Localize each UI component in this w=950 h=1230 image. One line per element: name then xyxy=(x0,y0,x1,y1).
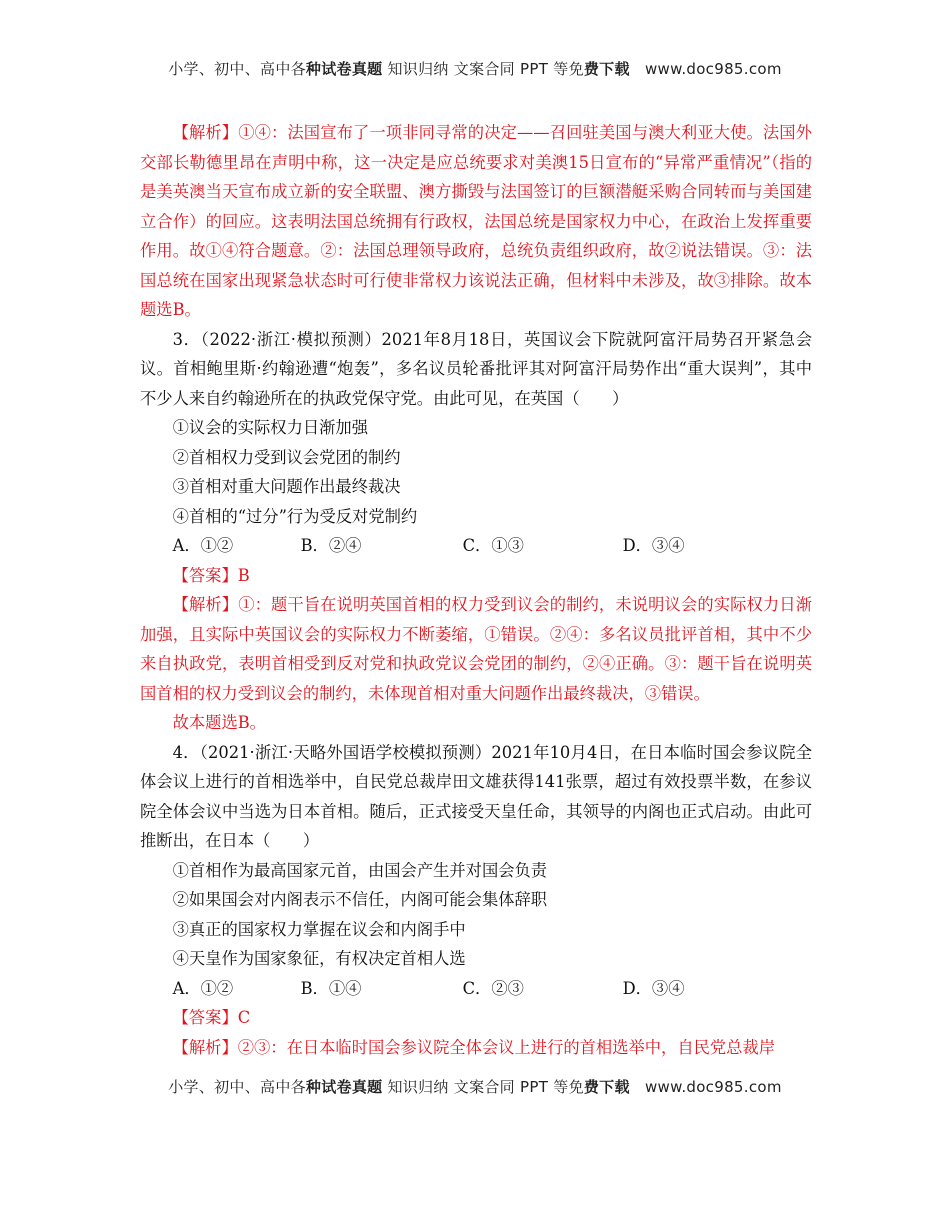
header-seg-3: 知识归纳 文案合同 PPT 等免 xyxy=(382,60,584,78)
q4-statement-3: ③真正的国家权力掌握在议会和内阁手中 xyxy=(172,919,466,939)
q3-analysis-text: ①：题干旨在说明英国首相的权力受到议会的制约，未说明议会的实际权力日渐加强，且实际中英国议会的实际权力不断萎缩，①错误。②④：多名议员批评首相，其中不少来自执政党，表明首相受到反对党和执政党议会党团的制约，②④正确。③：题干旨在说明英国首相的权力受到议会的制约，未体现首相对重大问题作出最终裁决，③错误。 xyxy=(140,595,812,703)
q3-option-d: D．③④ xyxy=(622,536,685,555)
page-header-banner xyxy=(0,58,950,79)
footer-url: www.doc985.com xyxy=(629,1078,782,1096)
q3-statement-3: ③首相对重大问题作出最终裁决 xyxy=(172,477,401,496)
q4-analysis xyxy=(140,1033,812,1063)
q3-option-b: B．②④ xyxy=(300,536,362,555)
footer-seg-1: 小学、初中、高中各 xyxy=(168,1078,306,1096)
header-seg-2: 种试卷真题 xyxy=(305,60,383,78)
q3-statement-1: ①议会的实际权力日渐加强 xyxy=(172,418,368,437)
q4-option-c: C．②③ xyxy=(462,978,524,998)
q4-statement-2: ②如果国会对内阁表示不信任，内阁可能会集体辞职 xyxy=(172,890,548,909)
q4-answer-tag: 【答案】 xyxy=(172,1008,238,1027)
q4-answer xyxy=(140,1003,812,1033)
q3-answer-tag: 【答案】 xyxy=(172,565,238,585)
question-3-stem: 3．（2022·浙江·模拟预测）2021年8月18日，英国议会下院就阿富汗局势召开紧急会议。首相鲍里斯·约翰逊遭“炮轰”，多名议员轮番批评其对阿富汗局势作出“重大误判”，其中不少人来自约翰逊所在的执政党保守党。由此可见，在英国（ ） xyxy=(140,329,812,408)
header-url: www.doc985.com xyxy=(629,60,782,78)
q4-option-a: A．①② xyxy=(172,978,234,998)
question-4-stem: 4．（2021·浙江·天略外国语学校模拟预测）2021年10月4日，在日本临时国会参议院全体会议上进行的首相选举中，自民党总裁岸田文雄获得141张票，超过有效投票半数，在参议院全体会议中当选为日本首相。随后，正式接受天皇任命，其领导的内阁也正式启动。由此可推断出，在日本（ ） xyxy=(140,742,812,850)
q3-statement-4: ④首相的“过分”行为受反对党制约 xyxy=(172,506,418,526)
q4-option-d: D．③④ xyxy=(622,978,685,998)
q3-statement-2: ②首相权力受到议会党团的制约 xyxy=(172,447,401,467)
q3-answer xyxy=(140,561,812,591)
q4-options xyxy=(140,974,812,1004)
prev-analysis xyxy=(140,118,812,325)
q4-option-b: B．①④ xyxy=(300,978,362,998)
analysis-tag: 【解析】 xyxy=(172,123,239,142)
q4-statement-1: ①首相作为最高国家元首，由国会产生并对国会负责 xyxy=(172,860,548,880)
footer-seg-3: 知识归纳 文案合同 PPT 等免 xyxy=(382,1078,584,1096)
q3-option-c: C．①③ xyxy=(462,536,524,555)
q3-option-a: A．①② xyxy=(172,536,234,555)
document-body xyxy=(140,118,812,1062)
footer-seg-4: 费下载 xyxy=(583,1078,630,1096)
header-seg-4: 费下载 xyxy=(583,60,630,78)
header-seg-1: 小学、初中、高中各 xyxy=(168,60,306,78)
q4-analysis-text: ②③：在日本临时国会参议院全体会议上进行的首相选举中，自民党总裁岸 xyxy=(237,1037,776,1057)
q3-analysis-tag: 【解析】 xyxy=(172,595,239,614)
footer-seg-2: 种试卷真题 xyxy=(305,1078,383,1096)
q3-options xyxy=(140,531,812,561)
q3-answer-value: B xyxy=(237,565,250,585)
q4-analysis-tag: 【解析】 xyxy=(172,1037,238,1057)
q3-conclusion: 故本题选B。 xyxy=(172,713,266,732)
page-footer-banner xyxy=(0,1076,950,1097)
q3-analysis xyxy=(140,590,812,708)
analysis-text: ①④：法国宣布了一项非同寻常的决定——召回驻美国与澳大利亚大使。法国外交部长勒德里昂在声明中称，这一决定是应总统要求对美澳15日宣布的“异常严重情况”（指的是美英澳当天宣布成立新的安全联盟、澳方撕毁与法国签订的巨额潜艇采购合同转而与美国建立合作）的回应。这表明法国总统拥有行政权，法国总统是国家权力中心，在政治上发挥重要作用。故①④符合题意。②：法国总理领导政府，总统负责组织政府，故②说法错误。③：法国总统在国家出现紧急状态时可行使非常权力该说法正确，但材料中未涉及，故③排除。故本题选B。 xyxy=(140,123,812,319)
q4-answer-value: C xyxy=(237,1008,251,1027)
q4-statement-4: ④天皇作为国家象征，有权决定首相人选 xyxy=(172,949,466,968)
